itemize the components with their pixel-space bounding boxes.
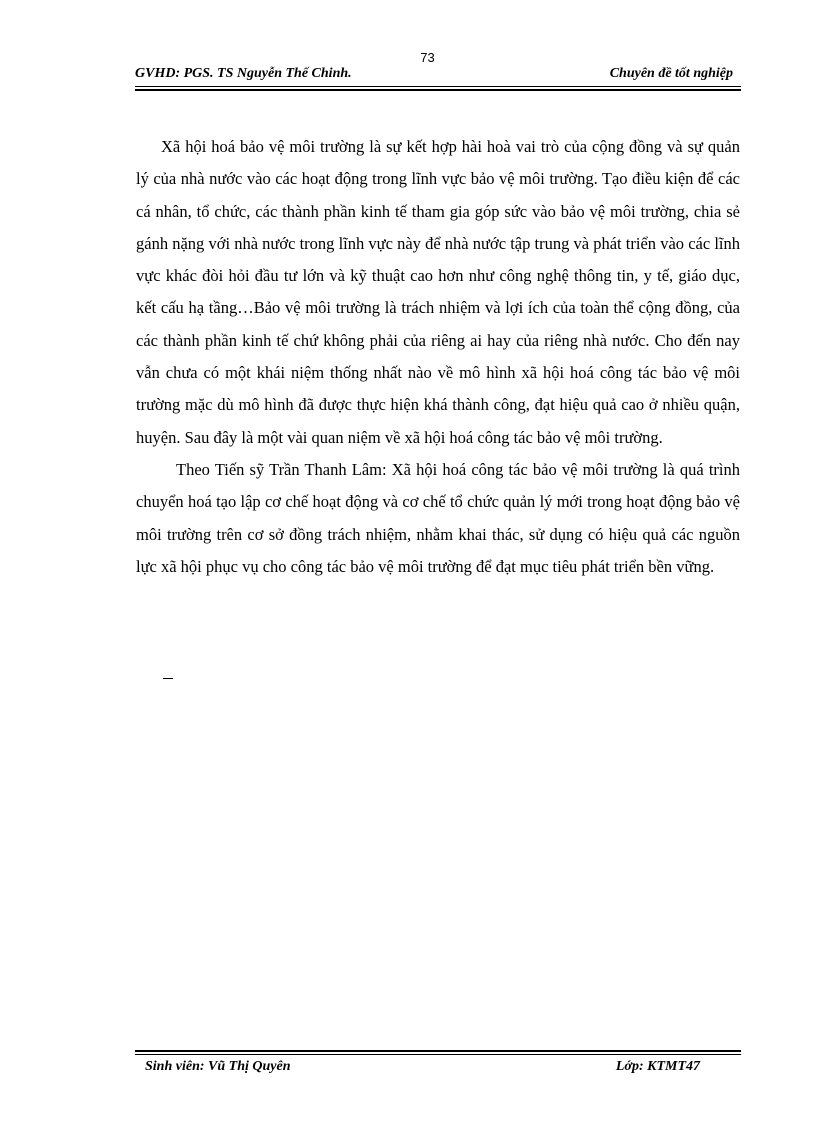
footer-rule-thin xyxy=(135,1054,741,1055)
footer-class: Lớp: KTMT47 xyxy=(615,1059,700,1074)
header-document-type: Chuyên đề tốt nghiệp xyxy=(609,66,733,81)
footer-student: Sinh viên: Vũ Thị Quyên xyxy=(145,1059,291,1074)
paragraph-2: Theo Tiến sỹ Trần Thanh Lâm: Xã hội hoá công tác bảo vệ môi trường là quá trình chuyển hoá tạo lập cơ chế hoạt động và cơ chế tổ chức quản lý mới trong hoạt động bảo vệ môi trường trên cơ sở đồng trách nhiệm, nhằm khai thác, sử dụng có hiệu quả các nguồn lực xã hội phục vụ cho công tác bảo vệ môi trường để đạt mục tiêu phát triển bền vững. xyxy=(136,459,740,576)
header-rule-thick xyxy=(135,89,741,91)
paragraph-1: Xã hội hoá bảo vệ môi trường là sự kết hợp hài hoà vai trò của cộng đồng và sự quản lý của nhà nước vào các hoạt động trong lĩnh vực bảo vệ môi trường. Tạo điều kiện để các cá nhân, tổ chức, các thành phần kinh tế tham gia góp sức vào bảo vệ môi trường, chia sẻ gánh nặng với nhà nước trong lĩnh vực này để nhà nước tập trung và phát triển vào các lĩnh vực khác đòi hỏi đầu tư lớn và kỹ thuật cao hơn như công nghệ thông tin, y tế, giáo dục, kết cấu hạ tầng…Bảo vệ môi trường là trách nhiệm và lợi ích của toàn thể cộng đồng, của các thành phần kinh tế chứ không phải của riêng ai hay của riêng nhà nước. Cho đến nay vẫn chưa có một khái niệm thống nhất nào về mô hình xã hội hoá công tác bảo vệ môi trường mặc dù mô hình đã được thực hiện khá thành công, đạt hiệu quả cao ở nhiều quận, huyện. Sau đây là một vài quan niệm về xã hội hoá công tác bảo vệ môi trường. xyxy=(136,137,740,447)
page-header xyxy=(135,66,741,86)
header-rule-thin xyxy=(135,86,741,87)
footer-rule-thick xyxy=(135,1050,741,1052)
page-footer xyxy=(135,1059,741,1079)
document-body xyxy=(136,131,740,583)
page-number: 73 xyxy=(420,50,435,65)
header-supervisor: GVHD: PGS. TS Nguyễn Thế Chinh. xyxy=(135,66,352,81)
text-cursor-dash xyxy=(163,678,173,679)
